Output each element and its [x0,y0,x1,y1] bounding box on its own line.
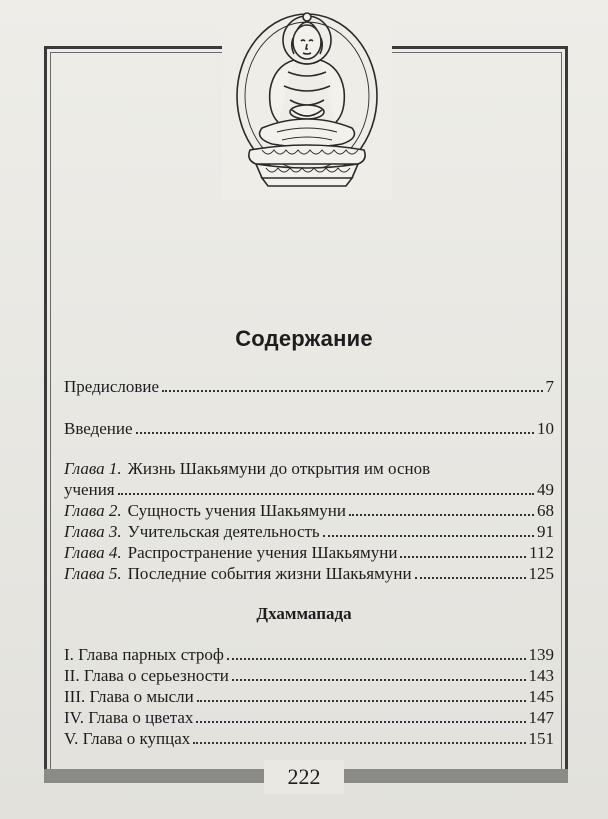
dot-leader [323,534,534,537]
toc-entry-preface[interactable] [64,376,554,398]
dot-leader [400,555,526,558]
dot-leader [232,678,526,681]
buddha-illustration [222,0,392,200]
toc-entry-label: Жизнь Шакьямуни до открытия им основ [127,459,431,478]
dot-leader [349,513,534,516]
toc-page-number: 125 [528,564,554,583]
chapter-prefix: Глава 1. [64,459,122,478]
chapter-prefix: Глава 2. [64,501,122,520]
toc-entry-chapter-4[interactable] [64,542,554,564]
toc-entry-introduction[interactable] [64,418,554,440]
toc-entry-dhammapada-3[interactable] [64,686,554,708]
page-number: 222 [264,760,344,794]
toc-entry-chapter-2[interactable] [64,500,554,522]
toc-entry-label: Предисловие [64,377,160,396]
toc-page-number: 143 [528,666,554,685]
toc-page-number: 151 [528,729,554,748]
toc-entry-label: II. Глава о серьезности [64,666,229,685]
toc-entry-dhammapada-5[interactable] [64,728,554,750]
show-through-background [60,210,560,440]
toc-entry-label: Распространение учения Шакьямуни [127,543,398,562]
toc-page-number: 68 [537,501,554,520]
toc-page-number: 91 [537,522,554,541]
toc-entry-chapter-5[interactable] [64,563,554,585]
toc-entry-label: V. Глава о купцах [64,729,191,748]
toc-entry-label-continuation: учения [64,480,115,499]
dot-leader [227,657,526,660]
toc-entry-label: Сущность учения Шакьямуни [127,501,346,520]
toc-entry-dhammapada-1[interactable] [64,644,554,666]
dot-leader [415,576,526,579]
toc-page-number: 7 [545,377,554,396]
toc-page-number: 139 [528,645,554,664]
toc-page-number: 49 [537,480,554,499]
toc-page-number: 10 [537,419,554,438]
toc-entry-label: III. Глава о мысли [64,687,194,706]
contents-heading: Содержание [235,326,373,351]
dot-leader [136,431,534,434]
toc-entry-chapter-1-continued[interactable] [64,479,554,501]
toc-entry-label: Введение [64,419,133,438]
toc-entry-label: Учительская деятельность [127,522,320,541]
toc-entry-dhammapada-2[interactable] [64,665,554,687]
toc-entry-dhammapada-4[interactable] [64,707,554,729]
toc-page-number: 147 [528,708,554,727]
dot-leader [196,720,525,723]
toc-entry-label: IV. Глава о цветах [64,708,194,727]
section-heading-dhammapada: Дхаммапада [256,604,352,623]
dot-leader [162,389,542,392]
toc-page-number: 145 [528,687,554,706]
toc-entry-label: Последние события жизни Шакьямуни [127,564,412,583]
toc-entry-chapter-1[interactable] [64,458,554,480]
dot-leader [118,492,534,495]
dot-leader [193,741,525,744]
toc-entry-label: I. Глава парных строф [64,645,224,664]
chapter-prefix: Глава 3. [64,522,122,541]
toc-entry-chapter-3[interactable] [64,521,554,543]
dot-leader [197,699,526,702]
chapter-prefix: Глава 4. [64,543,122,562]
toc-page-number: 112 [529,543,554,562]
chapter-prefix: Глава 5. [64,564,122,583]
